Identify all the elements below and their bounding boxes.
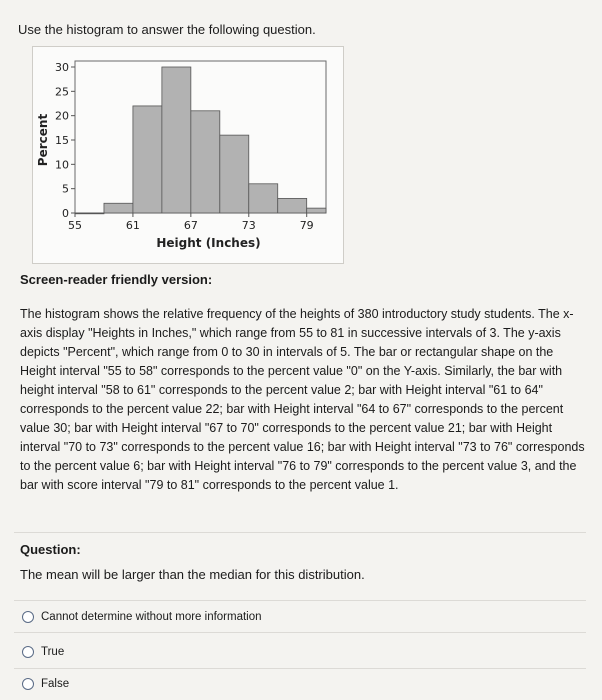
option-true[interactable] <box>22 646 64 658</box>
question-text: The mean will be larger than the median for this distribution. <box>20 567 365 582</box>
y-tick-label: 20 <box>55 109 69 123</box>
option-false[interactable] <box>22 678 69 690</box>
radio-cannot-determine[interactable] <box>22 611 34 623</box>
option-label: True <box>41 646 65 658</box>
x-tick-label: 61 <box>125 219 140 232</box>
y-tick-label: 15 <box>55 134 69 147</box>
option-divider <box>14 632 586 633</box>
y-tick-label: 30 <box>55 61 69 74</box>
histogram-bar <box>220 135 249 213</box>
question-heading: Question: <box>20 542 81 557</box>
section-divider <box>14 532 586 533</box>
x-axis-title: Height (Inches) <box>156 236 261 250</box>
option-label: Cannot determine without more information <box>41 611 262 623</box>
x-tick-label: 73 <box>241 219 256 232</box>
y-axis-title: Percent <box>36 113 50 167</box>
intro-text: Use the histogram to answer the following question. <box>18 22 316 37</box>
radio-false[interactable] <box>22 678 34 690</box>
histogram-chart <box>33 47 343 263</box>
histogram-bar <box>307 208 326 213</box>
option-label: False <box>41 678 70 690</box>
option-divider <box>14 668 586 669</box>
histogram-bar <box>162 67 191 213</box>
histogram-bar <box>278 198 307 213</box>
option-cannot-determine[interactable] <box>22 611 262 623</box>
y-tick-label: 5 <box>62 182 69 196</box>
histogram-bar <box>133 106 162 213</box>
histogram-bar <box>249 184 278 213</box>
x-tick-label: 67 <box>183 219 198 232</box>
histogram-bar <box>191 111 220 213</box>
y-tick-label: 0 <box>62 207 69 220</box>
histogram-figure <box>32 46 344 264</box>
histogram-bar <box>104 203 133 213</box>
x-tick-label: 55 <box>68 219 82 232</box>
x-tick-label: 79 <box>299 219 314 232</box>
y-tick-label: 25 <box>55 85 69 99</box>
options-divider <box>14 600 586 601</box>
histogram-bar <box>75 213 104 214</box>
radio-true[interactable] <box>22 646 34 658</box>
screen-reader-heading: Screen-reader friendly version: <box>20 272 213 287</box>
y-tick-label: 10 <box>55 158 69 172</box>
screen-reader-description: The histogram shows the relative frequency of the heights of 380 introductory study students. The x-axis display "Heights in Inches," which range from 55 to 81 in successive intervals of 3. The y-axis depicts "Percent", which range from 0 to 30 in intervals of 5. The bar or rectangular shape on the Height interval "55 to 58" corresponds to the percent value "0" on the Y-axis. Similarly, the bar with height interval "58 to 61" corresponds to the percent value 2; bar with Height interval "61 to 64" corresponds to the percent value 22; bar with Height interval "64 to 67" corresponds to the percent value 30; bar with Height interval "67 to 70" corresponds to the percent value 21; bar with Height interval "70 to 73" corresponds to the percent value 16; bar with Height interval "73 to 76" corresponds to the percent value 6; bar with Height interval "76 to 79" corresponds to the percent value 3, and the bar with score interval "79 to 81" corresponds to the percent value 1. <box>20 307 585 492</box>
